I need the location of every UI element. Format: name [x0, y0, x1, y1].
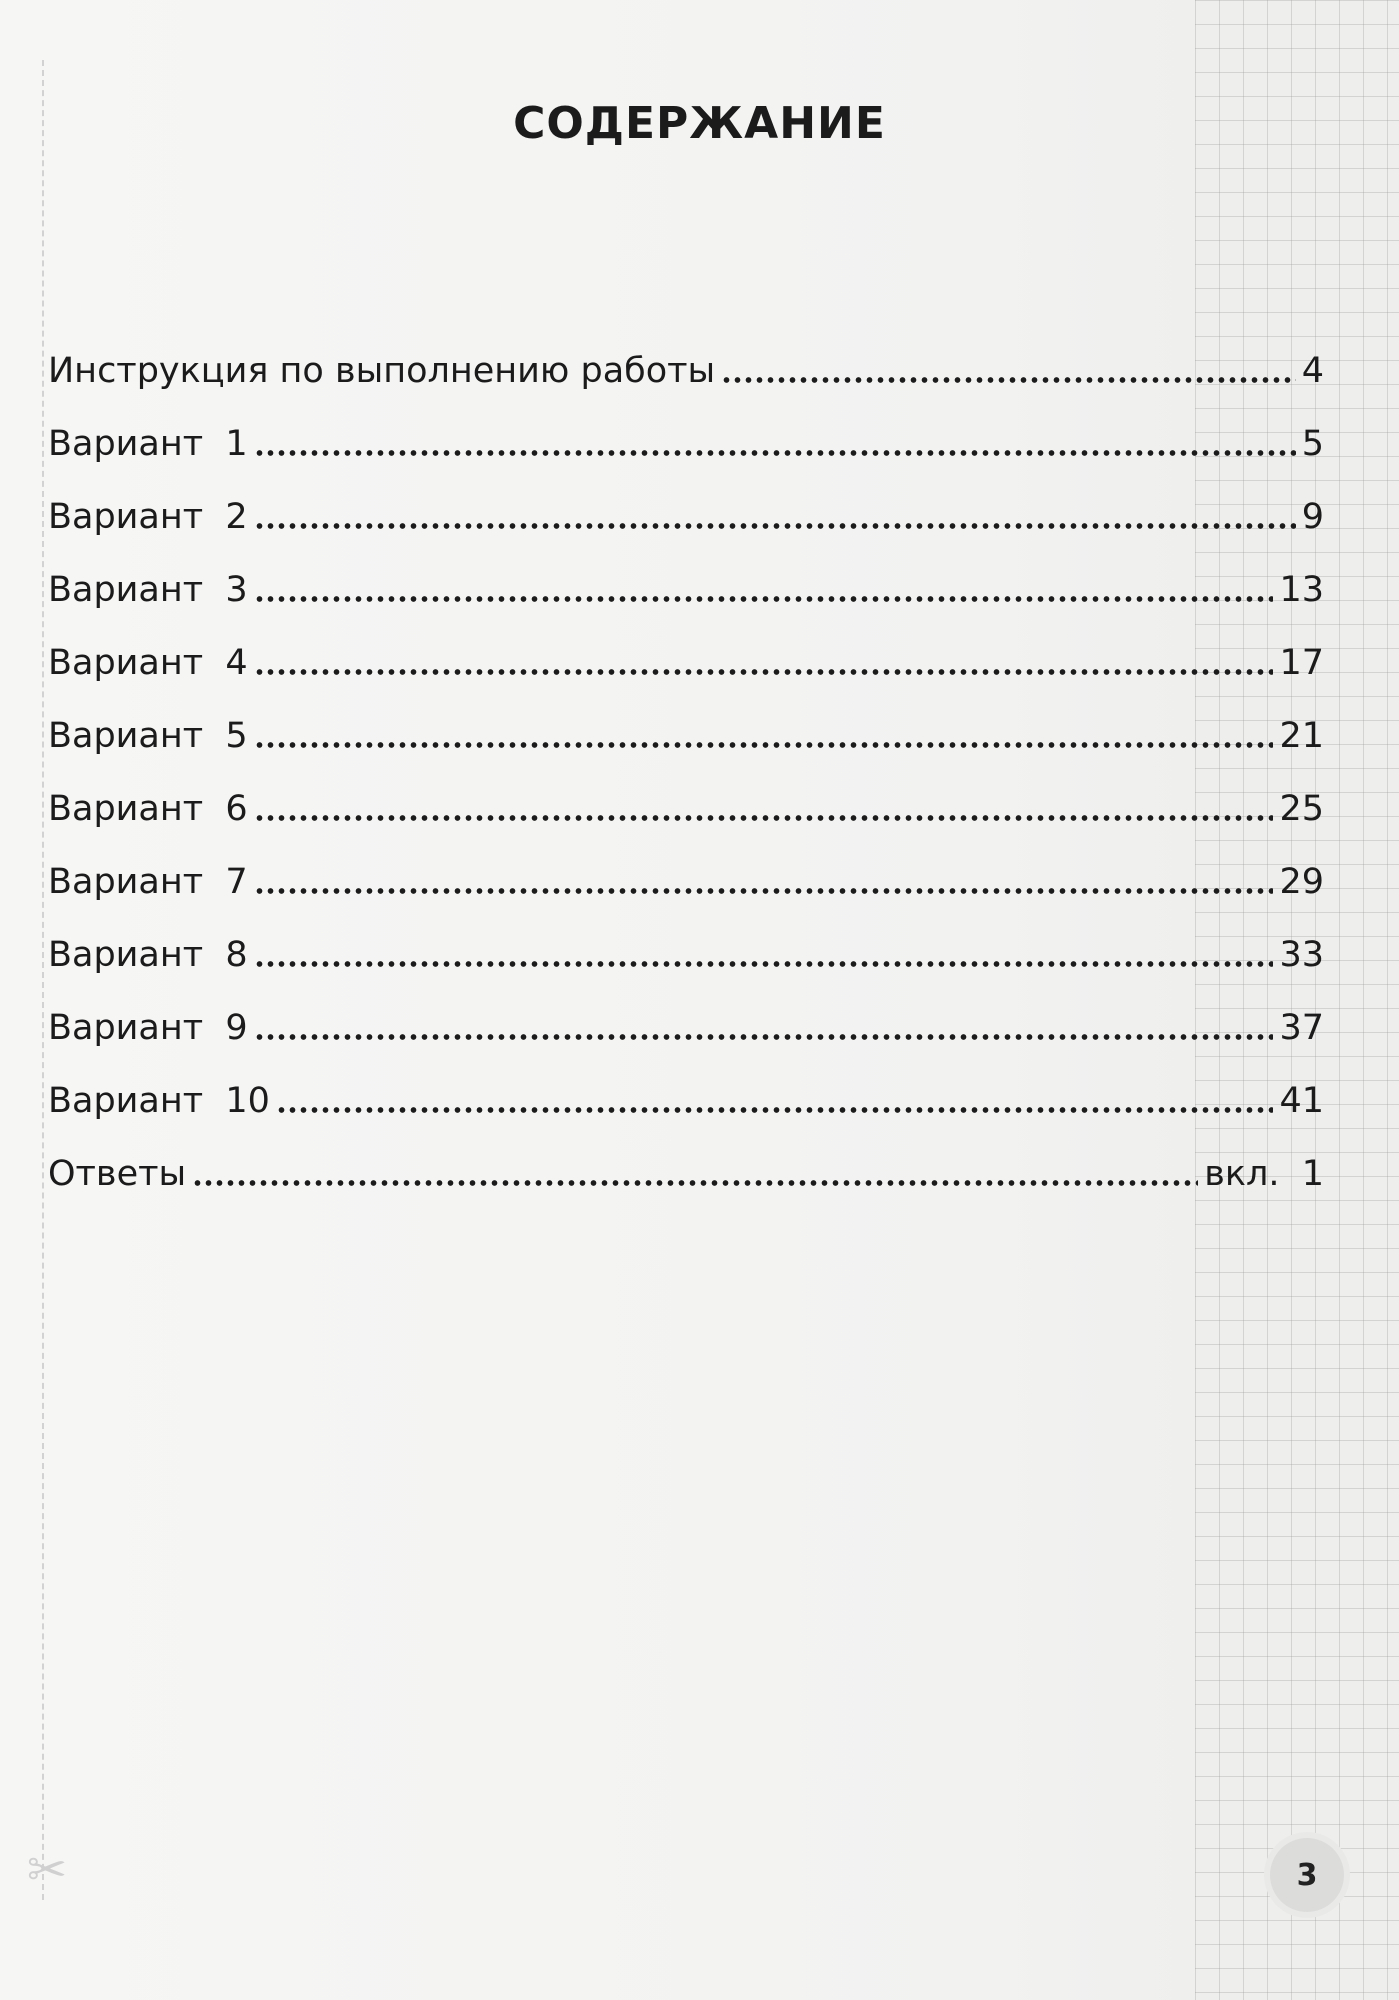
toc-leader-dots	[254, 1034, 1274, 1040]
toc-label: Вариант 10	[48, 1081, 270, 1121]
toc-item-answers[interactable]	[48, 1121, 1324, 1194]
toc-label: Ответы	[48, 1154, 187, 1194]
toc-label: Инструкция по выполнению работы	[48, 351, 716, 391]
toc-page-number: 29	[1279, 862, 1324, 902]
toc-leader-dots	[254, 742, 1274, 748]
toc-label: Вариант 9	[48, 1008, 248, 1048]
toc-item-instructions[interactable]	[48, 318, 1324, 391]
toc-label: Вариант 8	[48, 935, 248, 975]
page-number-badge: 3	[1270, 1838, 1344, 1912]
toc-leader-dots	[254, 596, 1274, 602]
toc-item-variant-1[interactable]	[48, 391, 1324, 464]
toc-label: Вариант 2	[48, 497, 248, 537]
toc-item-variant-10[interactable]	[48, 1048, 1324, 1121]
toc-item-variant-9[interactable]	[48, 975, 1324, 1048]
toc-page-number: 33	[1279, 935, 1324, 975]
toc-item-variant-4[interactable]	[48, 610, 1324, 683]
toc-page-number: 17	[1279, 643, 1324, 683]
toc-label: Вариант 1	[48, 424, 248, 464]
toc-page-number: 5	[1301, 424, 1324, 464]
toc-item-variant-6[interactable]	[48, 756, 1324, 829]
toc-leader-dots	[254, 888, 1274, 894]
toc-page-number: вкл. 1	[1204, 1154, 1324, 1194]
toc-page-number: 9	[1301, 497, 1324, 537]
toc-item-variant-5[interactable]	[48, 683, 1324, 756]
toc-leader-dots	[276, 1107, 1274, 1113]
toc-page-number: 25	[1279, 789, 1324, 829]
toc-page-number: 21	[1279, 716, 1324, 756]
page-title: СОДЕРЖАНИЕ	[513, 98, 886, 149]
toc-page-number: 41	[1279, 1081, 1324, 1121]
toc-page-number: 13	[1279, 570, 1324, 610]
toc-leader-dots	[721, 377, 1296, 383]
toc-leader-dots	[254, 669, 1274, 675]
toc-leader-dots	[254, 523, 1296, 529]
table-of-contents	[48, 318, 1324, 1194]
toc-label: Вариант 3	[48, 570, 248, 610]
toc-leader-dots	[254, 450, 1296, 456]
toc-item-variant-8[interactable]	[48, 902, 1324, 975]
toc-label: Вариант 4	[48, 643, 248, 683]
toc-leader-dots	[192, 1180, 1198, 1186]
toc-label: Вариант 6	[48, 789, 248, 829]
cut-line	[42, 60, 44, 1900]
toc-item-variant-7[interactable]	[48, 829, 1324, 902]
toc-label: Вариант 7	[48, 862, 248, 902]
toc-leader-dots	[254, 815, 1274, 821]
toc-page-number: 4	[1301, 351, 1324, 391]
scissors-icon: ✂	[26, 1842, 68, 1898]
toc-label: Вариант 5	[48, 716, 248, 756]
toc-page-number: 37	[1279, 1008, 1324, 1048]
toc-item-variant-3[interactable]	[48, 537, 1324, 610]
toc-item-variant-2[interactable]	[48, 464, 1324, 537]
toc-leader-dots	[254, 961, 1274, 967]
